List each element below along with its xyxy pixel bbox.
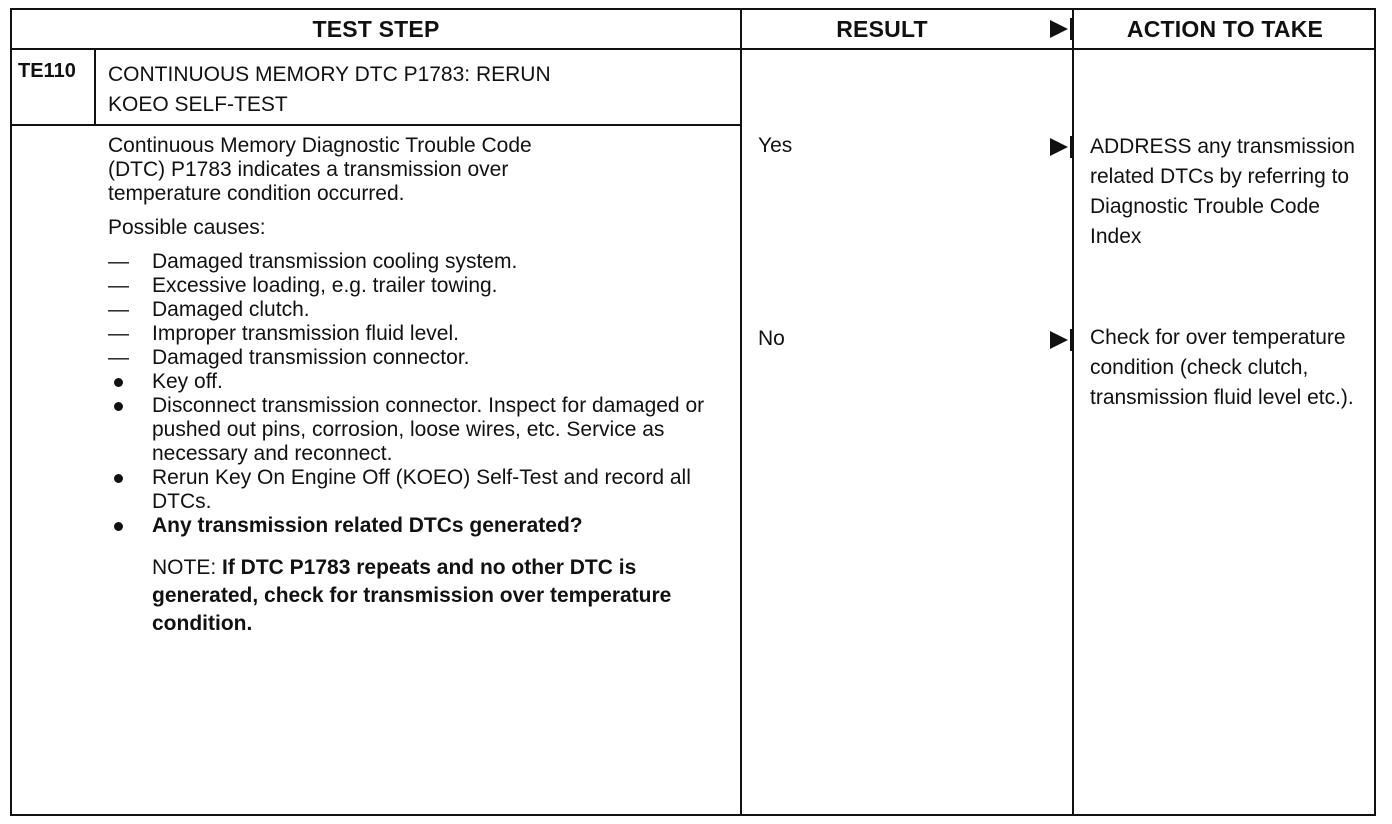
- intro-text: [108, 134, 736, 206]
- list-item: [108, 370, 736, 394]
- diagnostic-table: [10, 8, 1376, 816]
- step-title-line-1: CONTINUOUS MEMORY DTC P1783: RERUN: [108, 63, 551, 86]
- step-code: TE110: [18, 60, 76, 82]
- list-item: [108, 394, 736, 466]
- header-rule: [12, 48, 1374, 50]
- dash-mark: —: [108, 250, 129, 273]
- cause-text: Damaged transmission connector.: [152, 346, 470, 369]
- list-item: [108, 298, 736, 322]
- header-test-step: TEST STEP: [312, 15, 440, 42]
- bullet-question: Any transmission related DTCs generated?: [152, 514, 583, 537]
- header-arrow-bar: [1070, 18, 1072, 40]
- bullet-icon: [114, 402, 123, 411]
- cause-text: Improper transmission fluid level.: [152, 322, 459, 345]
- yes-arrow-icon: [1050, 138, 1068, 156]
- action-yes: ADDRESS any transmission related DTCs by referring to Diagnostic Trouble Code Index: [1090, 135, 1355, 248]
- bullet-text: Rerun Key On Engine Off (KOEO) Self-Test and record all DTCs.: [152, 466, 691, 513]
- list-item: [108, 274, 736, 298]
- list-item: [108, 322, 736, 346]
- list-item: [108, 514, 736, 538]
- bullet-icon: [114, 474, 123, 483]
- note-text: If DTC P1783 repeats and no other DTC is generated, check for transmission over temperature condition.: [152, 556, 672, 635]
- dash-mark: —: [108, 274, 129, 297]
- header-arrow-icon: [1050, 20, 1068, 38]
- step-content: [108, 134, 736, 638]
- dash-mark: —: [108, 322, 129, 345]
- bullet-text: Key off.: [152, 370, 223, 393]
- intro-line-1: Continuous Memory Diagnostic Trouble Code: [108, 134, 532, 157]
- step-title-line-2: KOEO SELF-TEST: [108, 93, 288, 116]
- result-yes: Yes: [758, 134, 793, 157]
- intro-line-2: (DTC) P1783 indicates a transmission over: [108, 158, 509, 181]
- bullet-icon: [114, 522, 123, 531]
- intro-line-3: temperature condition occurred.: [108, 182, 405, 205]
- step-title-rule: [12, 124, 740, 126]
- dash-mark: —: [108, 298, 129, 321]
- step-title: [108, 60, 708, 120]
- divider-step-result: [740, 10, 742, 814]
- list-item: [108, 466, 736, 514]
- divider-result-action: [1072, 10, 1074, 814]
- no-arrow-bar: [1070, 329, 1072, 351]
- causes-list: [108, 250, 736, 370]
- causes-label: Possible causes:: [108, 216, 266, 239]
- header-action: ACTION TO TAKE: [1126, 15, 1324, 42]
- list-item: [108, 346, 736, 370]
- result-no: No: [758, 327, 785, 350]
- list-item: [108, 250, 736, 274]
- bullet-text: Disconnect transmission connector. Inspect for damaged or pushed out pins, corrosion, loose wires, etc. Service as necessary and reconnect.: [152, 394, 705, 465]
- divider-step-code: [94, 48, 96, 124]
- bullet-icon: [114, 378, 123, 387]
- dash-mark: —: [108, 346, 129, 369]
- note: [108, 554, 736, 638]
- procedure-list: [108, 370, 736, 538]
- cause-text: Damaged clutch.: [152, 298, 310, 321]
- cause-text: Excessive loading, e.g. trailer towing.: [152, 274, 498, 297]
- no-arrow-icon: [1050, 331, 1068, 349]
- note-label: NOTE:: [152, 556, 217, 579]
- yes-arrow-bar: [1070, 136, 1072, 158]
- cause-text: Damaged transmission cooling system.: [152, 250, 518, 273]
- header-result: RESULT: [836, 15, 928, 42]
- action-no: Check for over temperature condition (check clutch, transmission fluid level etc.).: [1090, 326, 1354, 409]
